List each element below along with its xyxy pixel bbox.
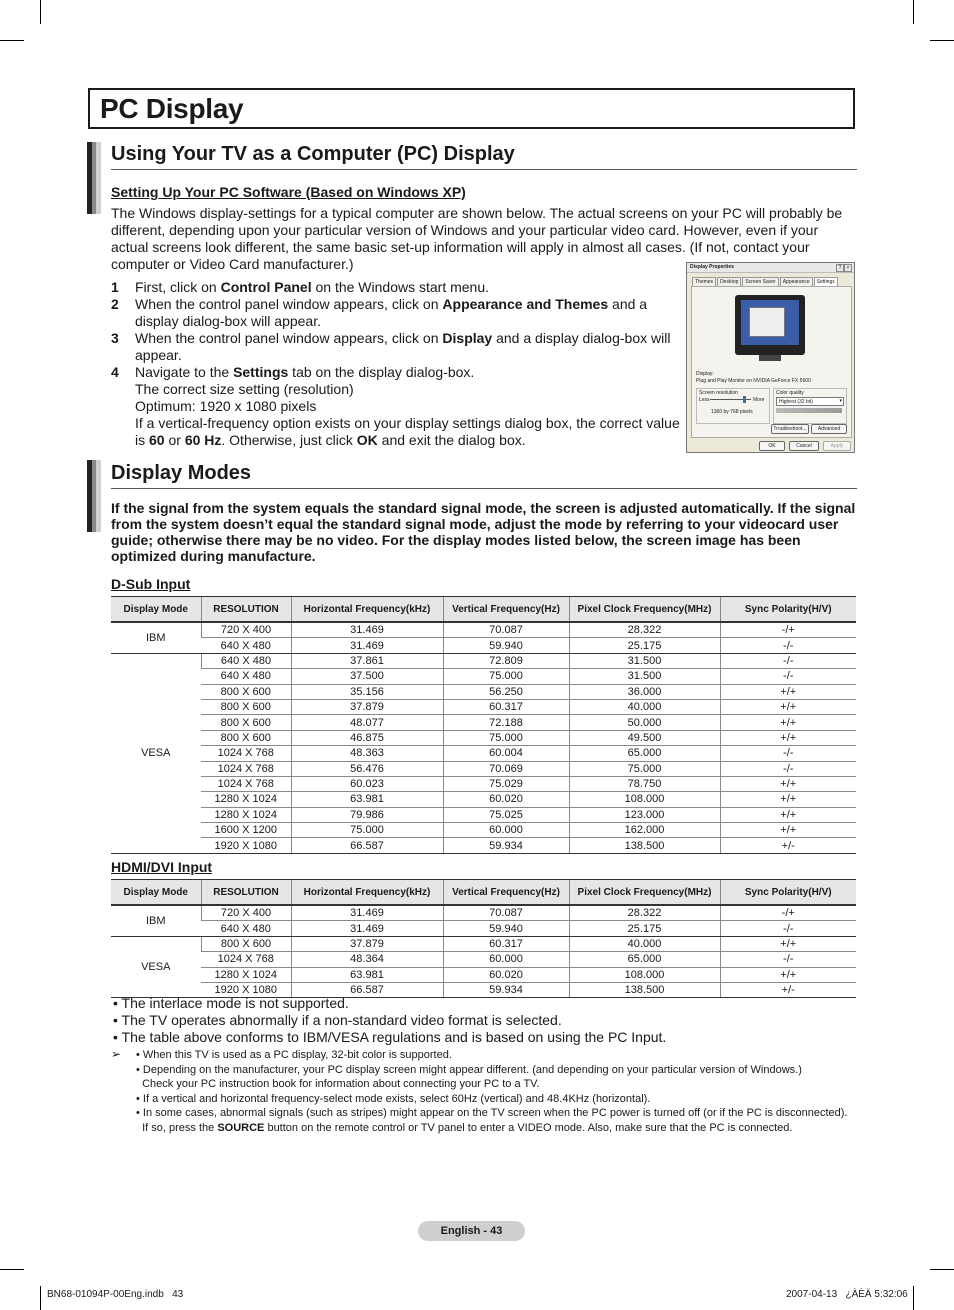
table-cell: 31.500 [569, 653, 720, 668]
table-cell: 1600 X 1200 [201, 823, 291, 838]
color-quality-label: Color quality [776, 390, 804, 396]
table-row [111, 638, 856, 653]
dsub-mode-table [111, 596, 856, 854]
table-row [111, 684, 856, 699]
apply-button[interactable]: Apply [823, 441, 851, 451]
table-row [111, 730, 856, 745]
table-cell: 1024 X 768 [201, 761, 291, 776]
table-cell: 37.500 [291, 669, 443, 684]
resolution-label: Screen resolution [699, 390, 738, 396]
note-item: If so, press the SOURCE button on the remote control or TV panel to enter a VIDEO mode. Also, make sure that the PC is connected. [136, 1121, 793, 1134]
table-cell: 79.986 [291, 807, 443, 822]
step-number: 2 [111, 296, 119, 312]
display-mode-cell: IBM [111, 622, 201, 653]
step-number: 3 [111, 330, 119, 346]
table-row [111, 936, 856, 951]
table-cell: 56.476 [291, 761, 443, 776]
section-title: Display Modes [111, 462, 252, 484]
page-title: PC Display [100, 93, 244, 124]
advanced-button[interactable]: Advanced [811, 424, 847, 434]
dialog-tab[interactable]: Settings [814, 277, 838, 286]
section-marker [87, 460, 101, 532]
less-label: Less [699, 397, 710, 403]
display-mode-cell: IBM [111, 905, 201, 936]
table-row [111, 746, 856, 761]
display-label: Display: [696, 371, 714, 377]
table-cell: 60.023 [291, 776, 443, 791]
table-cell: 800 X 600 [201, 715, 291, 730]
table-cell: 108.000 [569, 792, 720, 807]
column-header: Vertical Frequency(Hz) [443, 597, 569, 623]
table-cell: 60.317 [443, 936, 569, 951]
table-cell: 60.004 [443, 746, 569, 761]
table-cell: +/- [720, 838, 856, 853]
crop-mark [913, 1286, 914, 1310]
table-cell: 37.861 [291, 653, 443, 668]
crop-mark [930, 1269, 954, 1270]
table-cell: 59.934 [443, 838, 569, 853]
monitor-stand [759, 355, 781, 361]
table-cell: 1024 X 768 [201, 952, 291, 967]
crop-mark [0, 1269, 24, 1270]
column-header: Sync Polarity(H/V) [720, 880, 856, 906]
table-cell: 72.188 [443, 715, 569, 730]
table-cell: 25.175 [569, 921, 720, 936]
step-text: Navigate to the Settings tab on the display dialog-box. The correct size setting (resolution) Optimum: 1920 x 1080 pixels If a vertical-frequency option exists on your display settings dialog box, the correct value is 60 or 60 Hz. Otherwise, just click OK and exit the dialog box. [135, 364, 680, 448]
table-cell: 59.940 [443, 921, 569, 936]
table-cell: 49.500 [569, 730, 720, 745]
table-row [111, 653, 856, 668]
table-cell: 720 X 400 [201, 622, 291, 638]
table-cell: 59.934 [443, 982, 569, 997]
bullet-item: • The interlace mode is not supported. [113, 995, 349, 1011]
table-cell: 162.000 [569, 823, 720, 838]
table-cell: 31.500 [569, 669, 720, 684]
table-cell: +/+ [720, 807, 856, 822]
table-cell: 48.364 [291, 952, 443, 967]
note-item: • If a vertical and horizontal frequency-select mode exists, select 60Hz (vertical) and 48.4KHz (horizontal). [136, 1092, 651, 1105]
crop-mark [930, 40, 954, 41]
display-value: Plug and Play Monitor on NVIDIA GeForce FX 5600 [696, 378, 811, 384]
step-number: 1 [111, 279, 119, 295]
table-row [111, 715, 856, 730]
table-cell: +/+ [720, 967, 856, 982]
section-marker [87, 142, 101, 214]
table-row [111, 921, 856, 936]
table-cell: 640 X 480 [201, 638, 291, 653]
table-cell: +/+ [720, 715, 856, 730]
display-properties-screenshot [686, 262, 855, 453]
display-modes-intro: If the signal from the system equals the standard signal mode, the screen is adjusted automatically. If the signal from the system doesn’t equal the standard signal mode, adjust the mode by referring to your videocard user guide; otherwise there may be no video. For the display modes listed below, the screen image has been optimized during manufacture. [111, 500, 856, 564]
table-cell: +/+ [720, 684, 856, 699]
note-item: • In some cases, abnormal signals (such as stripes) might appear on the TV screen when the PC power is turned off (or if the PC is disconnected). [136, 1107, 848, 1119]
table-cell: 800 X 600 [201, 936, 291, 951]
bullet-item: • The TV operates abnormally if a non-standard video format is selected. [113, 1012, 562, 1028]
table-cell: 70.087 [443, 622, 569, 638]
table-cell: 50.000 [569, 715, 720, 730]
note-item: • Depending on the manufacturer, your PC display screen might appear different. (and depending on your particular version of Windows.) [136, 1063, 802, 1076]
table-row [111, 792, 856, 807]
table-cell: 720 X 400 [201, 905, 291, 921]
table-cell: -/+ [720, 905, 856, 921]
section-divider [111, 169, 857, 170]
table-cell: -/- [720, 638, 856, 653]
section-title: Using Your TV as a Computer (PC) Display [111, 143, 515, 165]
table-row [111, 952, 856, 967]
section-divider [111, 488, 857, 489]
table-cell: 1280 X 1024 [201, 967, 291, 982]
column-header: RESOLUTION [201, 880, 291, 906]
table-cell: 40.000 [569, 699, 720, 714]
table-cell: 31.469 [291, 905, 443, 921]
table-cell: 46.875 [291, 730, 443, 745]
table-cell: 65.000 [569, 746, 720, 761]
table-cell: 40.000 [569, 936, 720, 951]
crop-mark [0, 40, 24, 41]
column-header: Vertical Frequency(Hz) [443, 880, 569, 906]
chevron-down-icon: ▾ [839, 398, 842, 404]
step-text: When the control panel window appears, click on Display and a display dialog-box will appear. [135, 330, 671, 363]
table-cell: 63.981 [291, 792, 443, 807]
table-cell: 70.087 [443, 905, 569, 921]
table-cell: 1280 X 1024 [201, 792, 291, 807]
resolution-value: 1360 by 768 pixels [711, 409, 753, 415]
table-cell: +/+ [720, 792, 856, 807]
table-cell: 75.029 [443, 776, 569, 791]
column-header: Display Mode [111, 597, 201, 623]
table-row [111, 669, 856, 684]
note-arrow-icon: ➢ [111, 1047, 122, 1061]
slider-thumb[interactable] [743, 396, 746, 403]
table-row [111, 622, 856, 638]
table-cell: 75.025 [443, 807, 569, 822]
table-row [111, 761, 856, 776]
table-cell: +/- [720, 982, 856, 997]
note-item: • When this TV is used as a PC display, 32-bit color is supported. [136, 1049, 452, 1061]
table-cell: 37.879 [291, 936, 443, 951]
dialog-tabs [692, 277, 838, 286]
table-row [111, 776, 856, 791]
bullet-item: • The table above conforms to IBM/VESA regulations and is based on using the PC Input. [113, 1029, 667, 1045]
column-header: Sync Polarity(H/V) [720, 597, 856, 623]
table-cell: 48.077 [291, 715, 443, 730]
dialog-tab[interactable]: Screen Saver [742, 277, 778, 286]
table-cell: 1920 X 1080 [201, 982, 291, 997]
table-cell: 800 X 600 [201, 730, 291, 745]
table-cell: -/- [720, 921, 856, 936]
crop-mark [913, 0, 914, 24]
table-cell: 60.020 [443, 792, 569, 807]
close-icon: × [844, 264, 852, 272]
table-cell: 640 X 480 [201, 653, 291, 668]
table-cell: 63.981 [291, 967, 443, 982]
column-header: Horizontal Frequency(kHz) [291, 597, 443, 623]
display-mode-cell: VESA [111, 653, 201, 853]
table-cell: 59.940 [443, 638, 569, 653]
table-cell: 60.317 [443, 699, 569, 714]
page-number: English - 43 [418, 1221, 525, 1241]
table-row [111, 838, 856, 853]
hdmi-mode-table [111, 879, 856, 998]
table-cell: 108.000 [569, 967, 720, 982]
table-cell: 1024 X 768 [201, 776, 291, 791]
table-cell: 75.000 [443, 669, 569, 684]
table-cell: 31.469 [291, 921, 443, 936]
table-row [111, 905, 856, 921]
table-cell: 28.322 [569, 905, 720, 921]
ok-button[interactable]: OK [759, 441, 785, 451]
table-cell: 31.469 [291, 622, 443, 638]
table-cell: 25.175 [569, 638, 720, 653]
table-cell: 123.000 [569, 807, 720, 822]
column-header: Pixel Clock Frequency(MHz) [569, 597, 720, 623]
step-text: First, click on Control Panel on the Windows start menu. [135, 279, 490, 295]
table-cell: -/- [720, 669, 856, 684]
table-cell: 66.587 [291, 838, 443, 853]
table-cell: 65.000 [569, 952, 720, 967]
hdmi-input-label: HDMI/DVI Input [111, 859, 213, 875]
table-cell: 1920 X 1080 [201, 838, 291, 853]
table-row [111, 807, 856, 822]
table-cell: 60.020 [443, 967, 569, 982]
table-cell: 138.500 [569, 838, 720, 853]
table-cell: +/+ [720, 823, 856, 838]
table-cell: -/+ [720, 622, 856, 638]
column-header: Horizontal Frequency(kHz) [291, 880, 443, 906]
table-cell: 800 X 600 [201, 684, 291, 699]
dialog-tab[interactable]: Desktop [717, 277, 741, 286]
footer-file: BN68-01094P-00Eng.indb 43 [47, 1289, 184, 1300]
color-quality-select[interactable] [776, 397, 844, 406]
table-cell: -/- [720, 761, 856, 776]
table-cell: 36.000 [569, 684, 720, 699]
table-cell: 72.809 [443, 653, 569, 668]
table-cell: 640 X 480 [201, 921, 291, 936]
table-cell: -/- [720, 653, 856, 668]
color-bar [776, 408, 842, 413]
screen-window [749, 307, 785, 337]
table-cell: 28.322 [569, 622, 720, 638]
table-cell: 138.500 [569, 982, 720, 997]
note-item: Check your PC instruction book for information about connecting your PC to a TV. [136, 1078, 540, 1090]
intro-paragraph: The Windows display-settings for a typical computer are shown below. The actual screens on your PC will probably be different, depending upon your particular version of Windows and your particular video card. However, even if your actual screens look different, the same basic set-up information will apply in almost all cases. (If not, contact your computer or Video Card manufacturer.) [111, 205, 843, 272]
table-row [111, 823, 856, 838]
table-cell: 60.000 [443, 952, 569, 967]
footer-timestamp: 2007-04-13 ¿ÀÈÄ 5:32:06 [786, 1289, 908, 1300]
page-title-box [88, 88, 855, 129]
table-cell: 35.156 [291, 684, 443, 699]
subheading: Setting Up Your PC Software (Based on Windows XP) [111, 184, 466, 200]
dialog-tab[interactable]: Appearance [780, 277, 813, 286]
table-cell: 70.069 [443, 761, 569, 776]
table-cell: 75.000 [443, 730, 569, 745]
table-cell: +/+ [720, 936, 856, 951]
column-header: RESOLUTION [201, 597, 291, 623]
table-cell: 60.000 [443, 823, 569, 838]
table-cell: 48.363 [291, 746, 443, 761]
table-cell: 1024 X 768 [201, 746, 291, 761]
table-row [111, 699, 856, 714]
table-cell: 800 X 600 [201, 699, 291, 714]
table-cell: 1280 X 1024 [201, 807, 291, 822]
color-quality-value: Highest (32 bit) [779, 399, 813, 405]
table-cell: -/- [720, 746, 856, 761]
table-cell: +/+ [720, 730, 856, 745]
table-cell: 31.469 [291, 638, 443, 653]
table-cell: +/+ [720, 699, 856, 714]
display-mode-cell: VESA [111, 936, 201, 998]
table-cell: -/- [720, 952, 856, 967]
table-cell: 640 X 480 [201, 669, 291, 684]
step-text: When the control panel window appears, click on Appearance and Themes and a display dialog-box will appear. [135, 296, 648, 329]
crop-mark [40, 0, 41, 24]
cancel-button[interactable]: Cancel [789, 441, 819, 451]
more-label: More [753, 397, 765, 403]
table-cell: 66.587 [291, 982, 443, 997]
column-header: Pixel Clock Frequency(MHz) [569, 880, 720, 906]
table-cell: +/+ [720, 776, 856, 791]
troubleshoot-button[interactable]: Troubleshoot... [771, 424, 809, 434]
table-cell: 56.250 [443, 684, 569, 699]
table-cell: 75.000 [569, 761, 720, 776]
dialog-title: Display Properties [690, 264, 734, 270]
column-header: Display Mode [111, 880, 201, 906]
bullet-list [113, 995, 666, 1046]
dialog-tab[interactable]: Themes [692, 277, 716, 286]
table-cell: 78.750 [569, 776, 720, 791]
crop-mark [40, 1286, 41, 1310]
table-cell: 75.000 [291, 823, 443, 838]
notes-list [136, 1048, 847, 1135]
table-row [111, 967, 856, 982]
table-cell: 37.879 [291, 699, 443, 714]
help-icon: ? [836, 264, 844, 272]
step-number: 4 [111, 364, 119, 380]
dsub-input-label: D-Sub Input [111, 576, 191, 592]
